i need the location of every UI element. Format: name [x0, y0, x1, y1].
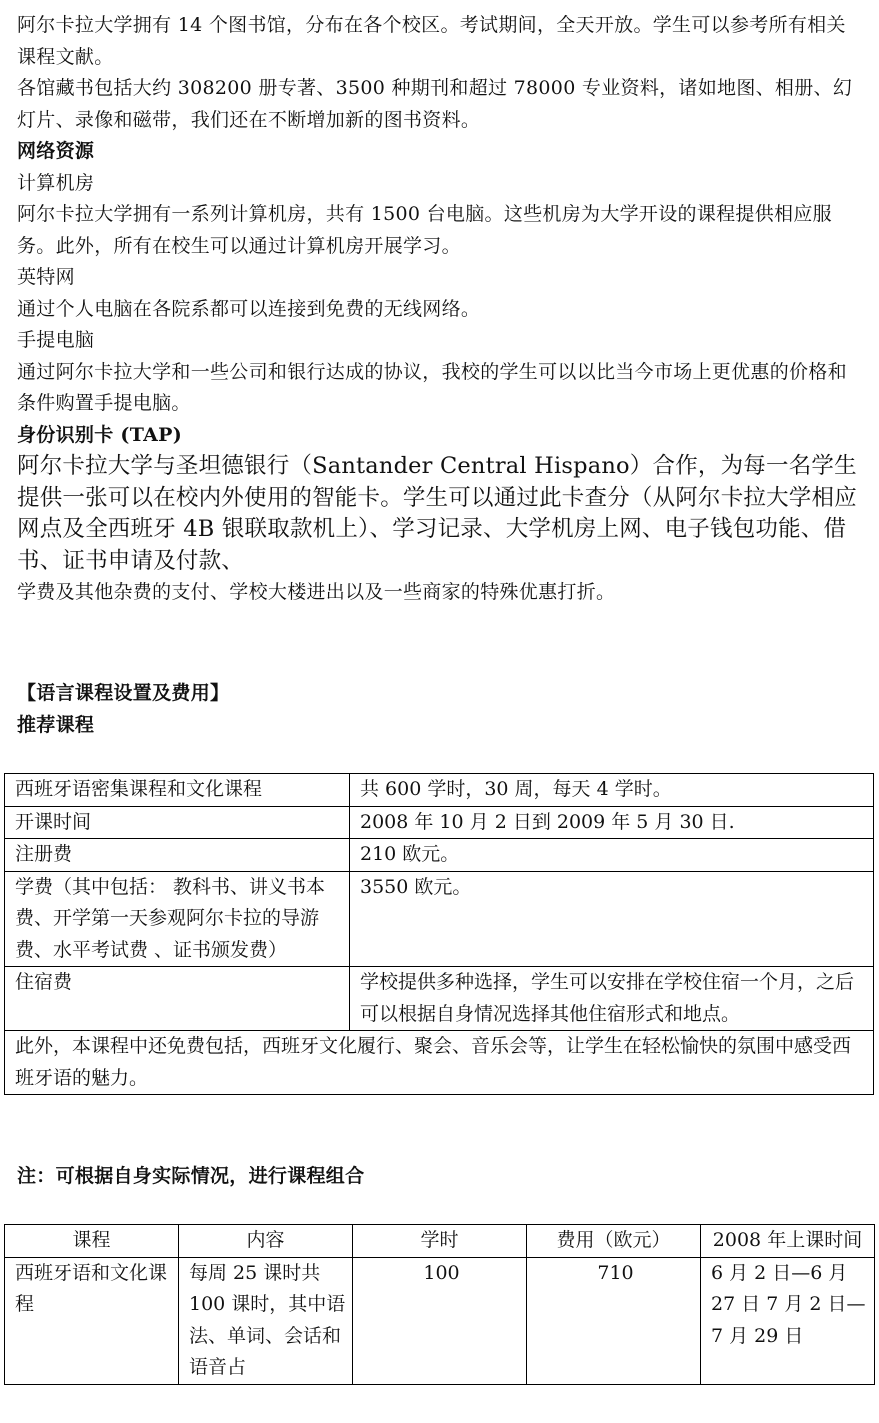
combination-note: 注：可根据自身实际情况，进行课程组合 — [17, 1165, 365, 1187]
idcard-heading: 身份识别卡 (TAP) — [17, 423, 183, 446]
column-header: 学时 — [353, 1225, 527, 1258]
courses-section-title: 【语言课程设置及费用】 — [17, 682, 230, 704]
table-cell-hours: 100 — [353, 1257, 527, 1384]
table-header-row — [5, 1225, 875, 1258]
table-cell-value: 3550 欧元。 — [350, 871, 874, 967]
table-footer-note: 此外，本课程中还免费包括，西班牙文化履行、聚会、音乐会等，让学生在轻松愉快的氛围中感受西班牙语的魅力。 — [5, 1031, 874, 1095]
internet-text: 通过个人电脑在各院系都可以连接到免费的无线网络。 — [17, 297, 481, 320]
table-cell-label: 开课时间 — [5, 806, 350, 839]
idcard-text-2: 学费及其他杂费的支付、学校大楼进出以及一些商家的特殊优惠打折。 — [17, 581, 616, 604]
table-cell-label: 西班牙语密集课程和文化课程 — [5, 774, 350, 807]
library-paragraph-1: 阿尔卡拉大学拥有 14 个图书馆，分布在各个校区。考试期间，全天开放。学生可以参考所有相关课程文献。 — [17, 14, 846, 68]
computer-room-title: 计算机房 — [17, 171, 95, 194]
table-cell-value: 2008 年 10 月 2 日到 2009 年 5 月 30 日. — [350, 806, 874, 839]
table-cell-content: 每周 25 课时共 100 课时，其中语法、单词、会话和语音占 — [179, 1257, 353, 1384]
table-row — [5, 774, 874, 807]
table-row — [5, 806, 874, 839]
laptop-title: 手提电脑 — [17, 329, 95, 351]
table-cell-label: 住宿费 — [5, 967, 350, 1031]
document-body — [17, 10, 863, 609]
internet-title: 英特网 — [17, 266, 75, 288]
table-cell-dates: 6 月 2 日—6 月 27 日 7 月 2 日—7 月 29 日 — [701, 1257, 875, 1384]
course-combination-table — [4, 1224, 875, 1385]
table-row — [5, 1257, 875, 1384]
table-row — [5, 967, 874, 1031]
computer-room-text: 阿尔卡拉大学拥有一系列计算机房，共有 1500 台电脑。这些机房为大学开设的课程提供相应服务。此外，所有在校生可以通过计算机房开展学习。 — [17, 203, 832, 257]
table-cell-value: 学校提供多种选择，学生可以安排在学校住宿一个月，之后可以根据自身情况选择其他住宿形式和地点。 — [350, 967, 874, 1031]
column-header: 课程 — [5, 1225, 179, 1258]
column-header: 2008 年上课时间 — [701, 1225, 875, 1258]
table-row — [5, 871, 874, 967]
table-cell-value: 共 600 学时，30 周，每天 4 学时。 — [350, 774, 874, 807]
table-cell-fee: 710 — [527, 1257, 701, 1384]
column-header: 内容 — [179, 1225, 353, 1258]
table-row-footer — [5, 1031, 874, 1095]
table-cell-course: 西班牙语和文化课程 — [5, 1257, 179, 1384]
table-cell-label: 学费（其中包括： 教科书、讲义书本费、开学第一天参观阿尔卡拉的导游费、水平考试费 、证书颁发费） — [5, 871, 350, 967]
column-header: 费用（欧元） — [527, 1225, 701, 1258]
table-cell-label: 注册费 — [5, 839, 350, 872]
recommended-heading: 推荐课程 — [17, 713, 95, 736]
network-heading: 网络资源 — [17, 140, 95, 162]
table-row — [5, 839, 874, 872]
idcard-text: 阿尔卡拉大学与圣坦德银行（Santander Central Hispano）合作，为每一名学生提供一张可以在校内外使用的智能卡。学生可以通过此卡查分（从阿尔卡拉大学相应网点及全西班牙 4B 银联取款机上）、学习记录、大学机房上网、电子钱包功能、借书、证书申请及付款、 — [17, 453, 857, 574]
laptop-text: 通过阿尔卡拉大学和一些公司和银行达成的协议，我校的学生可以以比当今市场上更优惠的价格和条件购置手提电脑。 — [17, 360, 847, 414]
courses-header — [17, 678, 229, 741]
library-paragraph-2: 各馆藏书包括大约 308200 册专著、3500 种期刊和超过 78000 专业资料，诸如地图、相册、幻灯片、录像和磁带，我们还在不断增加新的图书资料。 — [17, 77, 853, 131]
course-info-table — [4, 773, 874, 1095]
table-cell-value: 210 欧元。 — [350, 839, 874, 872]
